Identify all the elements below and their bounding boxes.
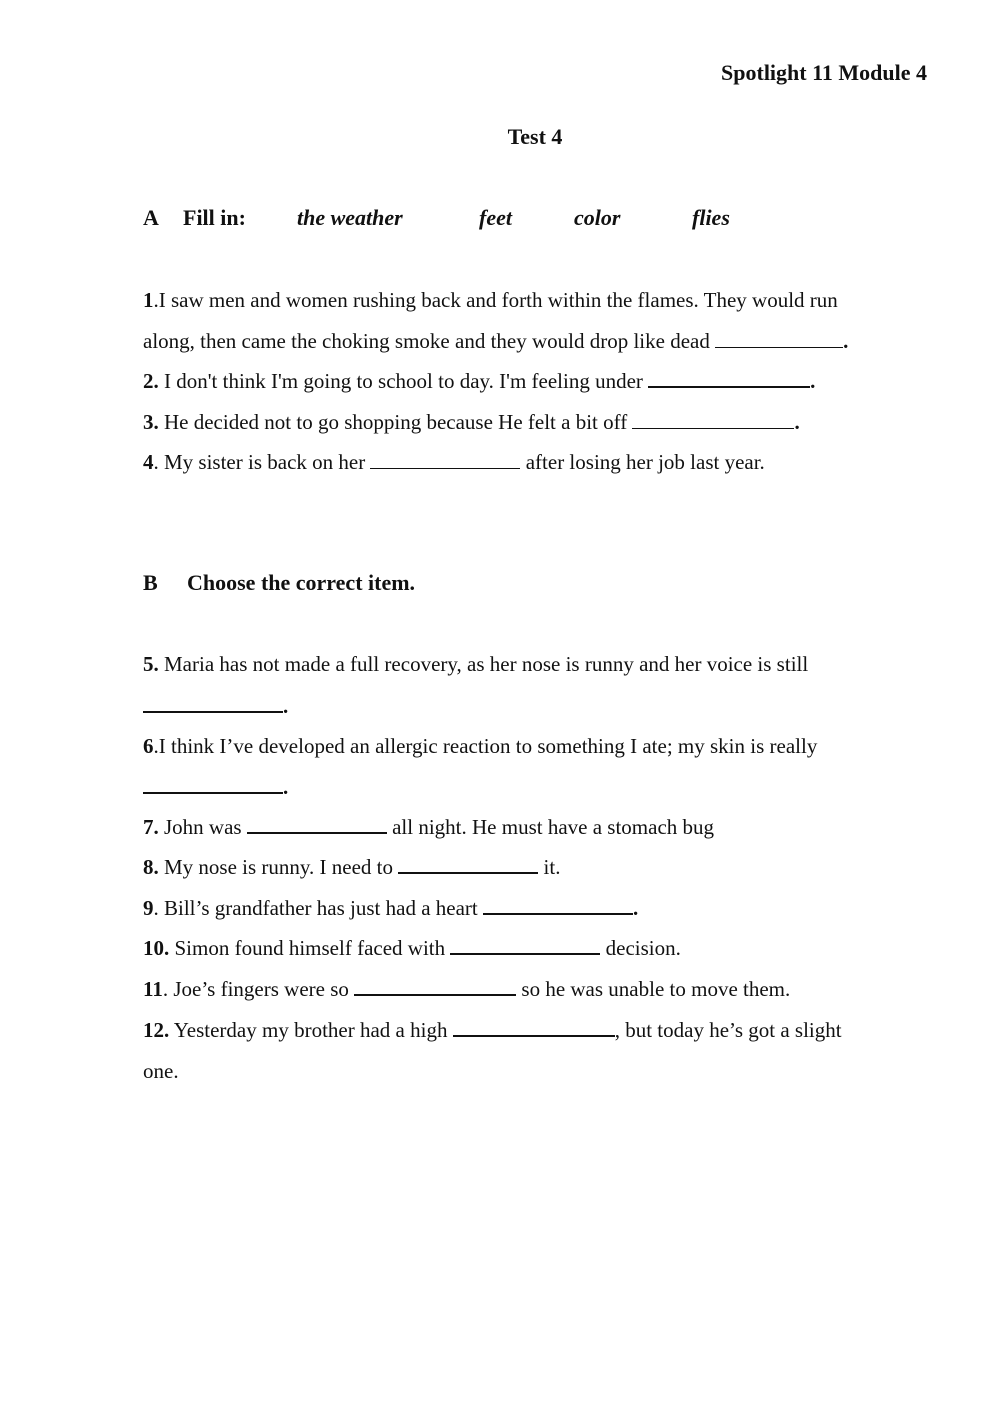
question-number: 1 — [143, 288, 154, 312]
question-number: 6 — [143, 734, 154, 758]
question-1-line-2: along, then came the choking smoke and they would drop like dead . — [143, 329, 849, 353]
section-a-title: Fill in: — [183, 205, 246, 230]
question-9: 9. Bill’s grandfather has just had a heart . — [143, 896, 639, 920]
page-title: Test 4 — [507, 124, 563, 149]
answer-blank[interactable] — [370, 450, 520, 469]
answer-blank[interactable] — [247, 814, 387, 834]
question-number: 9 — [143, 896, 154, 920]
word-bank-item: color — [574, 205, 621, 230]
section-b-letter: B — [143, 570, 158, 595]
question-12-line-1: 12. Yesterday my brother had a high , but today he’s got a slight — [143, 1018, 842, 1042]
answer-blank[interactable] — [483, 895, 633, 915]
question-10: 10. Simon found himself faced with decision. — [143, 936, 681, 960]
question-number: 5. — [143, 652, 159, 676]
word-bank-item: flies — [692, 205, 730, 230]
answer-blank[interactable] — [143, 774, 283, 794]
question-7: 7. John was all night. He must have a stomach bug — [143, 815, 715, 839]
answer-blank[interactable] — [453, 1017, 615, 1037]
question-number: 2. — [143, 369, 159, 393]
section-b-title: Choose the correct item. — [187, 570, 416, 595]
module-label: Spotlight 11 Module 4 — [721, 60, 927, 85]
question-6-line-2: . — [143, 773, 288, 801]
answer-blank[interactable] — [398, 854, 538, 874]
question-1-line-1: 1.I saw men and women rushing back and forth within the flames. They would run — [143, 288, 838, 312]
section-a-letter: A — [143, 205, 159, 230]
question-5-line-1: 5. Maria has not made a full recovery, as her nose is runny and her voice is still — [143, 652, 809, 676]
word-bank-item: feet — [479, 205, 512, 230]
question-number: 7. — [143, 815, 159, 839]
answer-blank[interactable] — [715, 329, 843, 348]
question-6-line-1: 6.I think I’ve developed an allergic reaction to something I ate; my skin is really — [143, 734, 818, 758]
question-3: 3. He decided not to go shopping because He felt a bit off . — [143, 410, 800, 434]
answer-blank[interactable] — [632, 410, 794, 429]
question-5-line-2: . — [143, 692, 288, 720]
question-number: 8. — [143, 855, 159, 879]
answer-blank[interactable] — [648, 368, 810, 388]
question-12-line-2: one. — [143, 1059, 179, 1083]
question-number: 4 — [143, 450, 154, 474]
answer-blank[interactable] — [354, 976, 516, 996]
question-8: 8. My nose is runny. I need to it. — [143, 855, 561, 879]
answer-blank[interactable] — [143, 693, 283, 713]
question-number: 10. — [143, 936, 170, 960]
question-11: 11. Joe’s fingers were so so he was unable to move them. — [143, 977, 791, 1001]
question-4: 4. My sister is back on her after losing her job last year. — [143, 450, 765, 474]
word-bank-item: the weather — [297, 205, 403, 230]
question-number: 12. — [143, 1018, 170, 1042]
question-2: 2. I don't think I'm going to school to day. I'm feeling under . — [143, 369, 816, 393]
answer-blank[interactable] — [450, 935, 600, 955]
question-number: 11 — [143, 977, 163, 1001]
question-number: 3. — [143, 410, 159, 434]
